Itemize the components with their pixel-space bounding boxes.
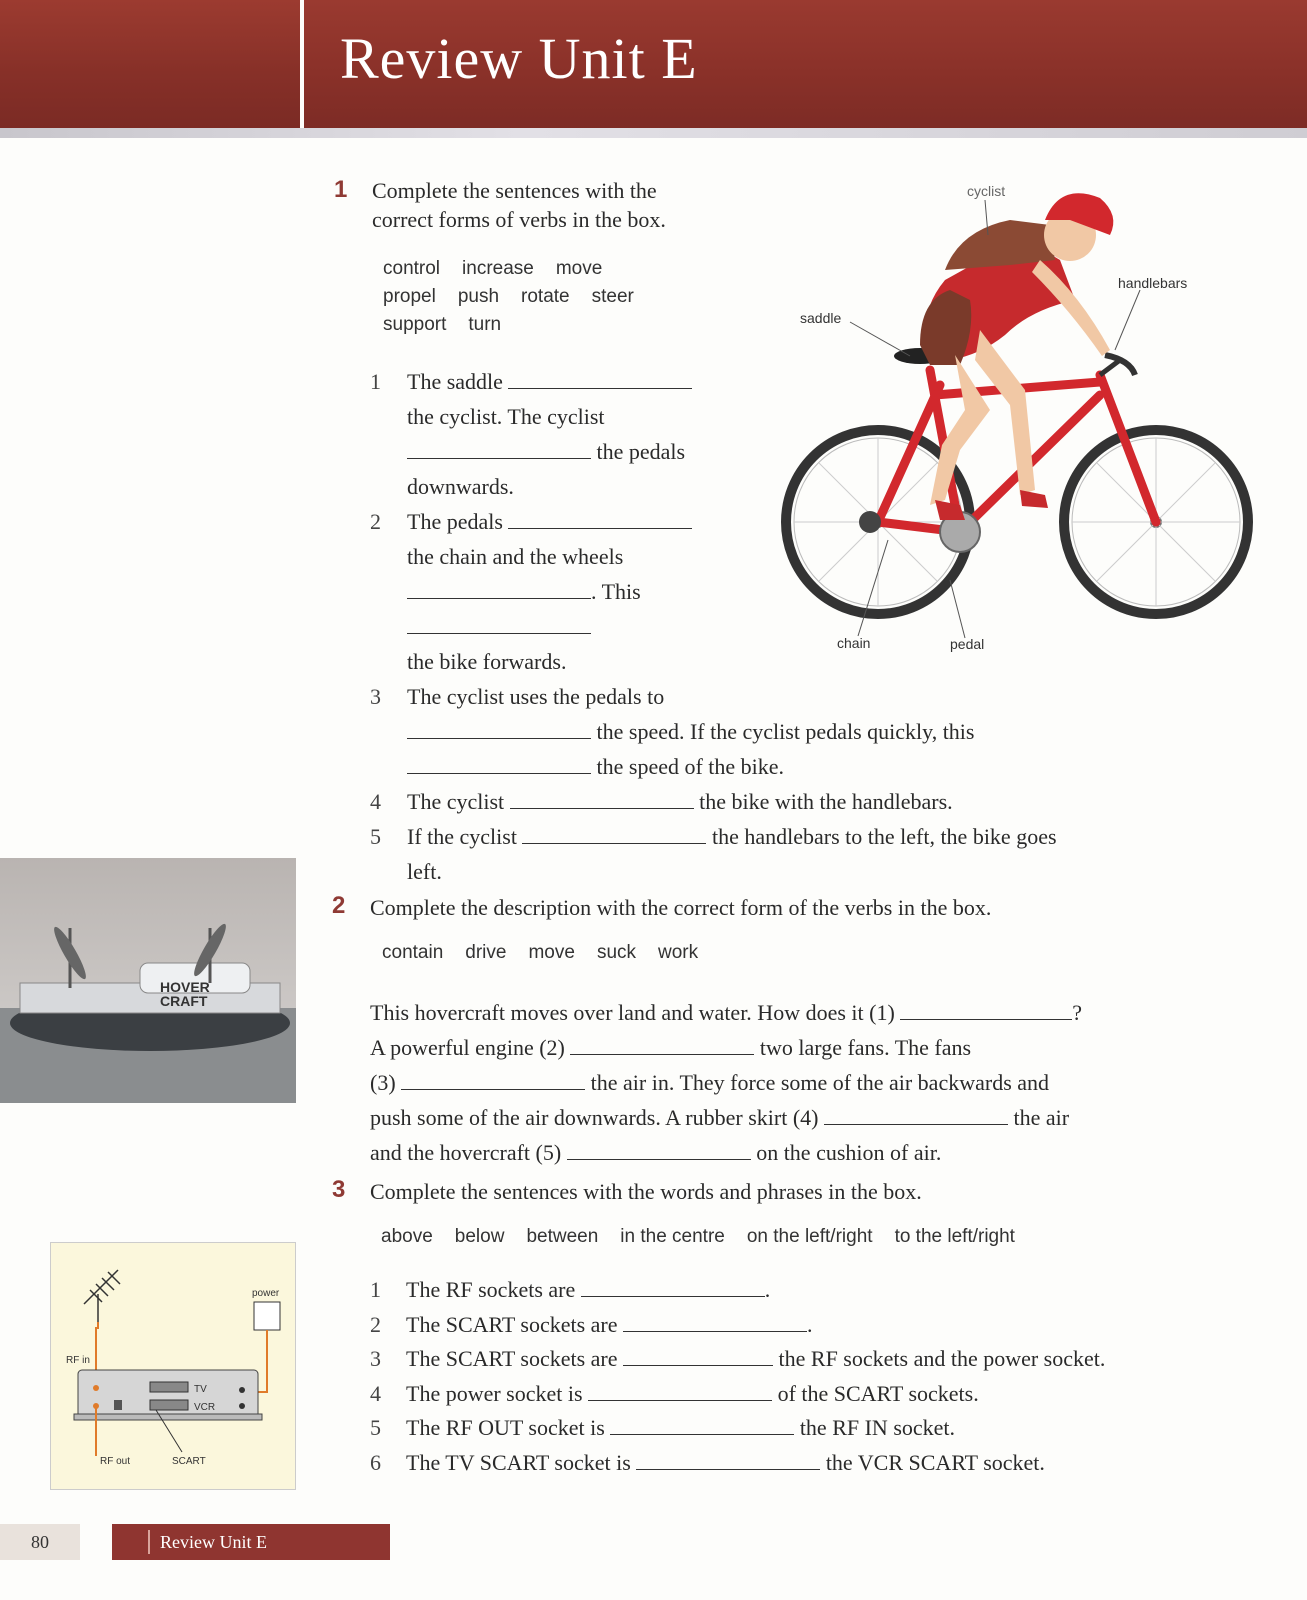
answer-blank[interactable] [508,527,692,529]
item-number: 1 [370,369,381,394]
sentence-text: The SCART sockets are [406,1346,618,1371]
diagram-label-scart: SCART [172,1456,206,1467]
sentence-text: The TV SCART socket is [406,1449,631,1475]
exercise-3-items [370,1272,1230,1479]
label-saddle: saddle [800,310,842,326]
sentence-text: the bike with the handlebars. [699,789,953,814]
diagram-label-rf-in: RF in [66,1355,90,1366]
sentence-text: The SCART sockets are [406,1311,618,1337]
sentence-text: the chain and the wheels [407,544,624,569]
word-box-item: below [454,1226,505,1247]
instruction-line: correct forms of verbs in the box. [372,207,666,232]
answer-blank[interactable] [623,1330,807,1332]
answer-blank[interactable] [623,1364,773,1366]
word-box-item: contain [382,942,444,963]
word-box-item: control [383,258,441,279]
paragraph-text: two large fans. The fans [759,1035,972,1060]
hovercraft-text-1: HOVER [160,979,210,995]
answer-blank[interactable] [508,387,692,389]
header-band-left [0,0,300,132]
word-box-item: above [381,1226,433,1247]
exercise-3-number: 3 [332,1176,346,1203]
rear-sprocket [859,511,881,533]
answer-blank[interactable] [407,772,591,774]
sentence-text: the bike forwards. [407,649,567,674]
word-box-item: push [457,286,500,307]
sentence-text: of the SCART sockets. [777,1380,979,1406]
item-number: 2 [370,1311,381,1337]
word-box-item: propel [383,286,436,307]
answer-blank[interactable] [510,807,694,809]
diagram-label-tv: TV [194,1384,207,1395]
sentence-text: the speed of the bike. [596,754,785,779]
answer-blank[interactable] [407,632,591,634]
paragraph-text: (3) [370,1070,396,1095]
exercise-1-instruction [372,176,752,234]
sentence-text: The power socket is [406,1380,583,1406]
hovercraft-text-2: CRAFT [160,993,208,1009]
answer-blank[interactable] [900,1018,1072,1020]
sentence-text: the RF IN socket. [799,1415,956,1440]
sentence-text: The RF sockets are [406,1277,576,1302]
exercise-2-word-box [382,942,720,964]
word-box-item: increase [462,258,534,279]
paragraph-text: ? [1072,1000,1083,1025]
answer-blank[interactable] [824,1123,1008,1125]
exercise-1-number: 1 [334,176,348,203]
word-box-item: drive [465,942,507,963]
sentence-text: The RF OUT socket is [406,1415,605,1440]
answer-blank[interactable] [610,1433,794,1435]
paragraph-text: push some of the air downwards. A rubber skirt (4) [370,1105,819,1130]
footer-title-bar [112,1524,390,1560]
paragraph-text: on the cushion of air. [756,1140,942,1165]
answer-blank[interactable] [407,597,591,599]
sentence-text: The cyclist [407,789,505,814]
word-box-item: on the left/right [746,1226,873,1247]
item-number: 2 [370,509,381,534]
stem [1100,360,1120,375]
page-number: 80 [0,1524,80,1560]
instruction-line: Complete the sentences with the [372,178,657,203]
item-number: 5 [370,824,381,849]
sentence-text: The cyclist uses the pedals to [407,684,665,709]
item-number: 4 [370,789,381,814]
sentence-text: . [807,1311,813,1337]
paragraph-text: the air in. They force some of the air backwards and [590,1070,1050,1095]
header-strip [0,128,1307,138]
exercise-3-instruction: Complete the sentences with the words and phrases in the box. [370,1179,922,1204]
paragraph-text: the air [1013,1105,1070,1130]
answer-blank[interactable] [570,1053,754,1055]
answer-blank[interactable] [636,1468,820,1470]
exercise-2-paragraph [370,995,1190,1170]
word-box-item: to the left/right [894,1226,1015,1247]
item-number: 1 [370,1277,381,1302]
sentence-text: . [764,1277,771,1302]
exercise-2-instruction: Complete the description with the correct form of the verbs in the box. [370,895,992,920]
power-socket-icon [254,1302,280,1330]
word-box-item: support [383,314,447,335]
answer-blank[interactable] [581,1295,765,1297]
answer-blank[interactable] [407,457,591,459]
footer-title: Review Unit E [160,1532,267,1552]
exercise-3-word-box [381,1226,1037,1248]
item-number: 4 [370,1380,381,1406]
paragraph-text: A powerful engine (2) [370,1035,565,1060]
answer-blank[interactable] [522,842,706,844]
page-title: Review Unit E [340,26,698,91]
sentence-text: left. [407,859,442,884]
vcr-sockets-diagram [50,1242,296,1490]
label-handlebars: handlebars [1118,275,1188,291]
exercise-2-number: 2 [332,892,346,919]
answer-blank[interactable] [588,1399,772,1401]
item-number: 3 [370,1346,381,1371]
diagram-label-rf-out: RF out [100,1456,131,1467]
sentence-text: . This [591,579,641,604]
diagram-label-vcr: VCR [194,1402,216,1413]
item-number: 6 [370,1449,381,1475]
exercise-1-word-box [383,255,683,339]
sentence-text: The saddle [407,369,503,394]
word-box-item: rotate [521,286,570,307]
bicycle-illustration [770,160,1270,660]
sentence-text: The pedals [407,509,503,534]
hovercraft-photo [0,858,296,1103]
sentence-text: the RF sockets and the power socket. [778,1346,1106,1371]
word-box-item: suck [596,942,637,963]
item-number: 3 [370,684,381,709]
diagram-label-power: power [252,1288,280,1299]
sentence-text: downwards. [407,474,514,499]
label-pedal: pedal [950,636,985,652]
word-box-item: in the centre [620,1226,725,1247]
answer-blank[interactable] [567,1158,751,1160]
word-box-item: move [528,942,575,963]
sentence-text: the handlebars to the left, the bike goes [711,824,1057,849]
word-box-item: steer [591,286,634,307]
word-box-item: between [526,1226,599,1247]
word-box-item: work [658,942,699,963]
footer-separator [148,1530,150,1554]
sentence-text: If the cyclist [407,824,517,849]
word-box-item: move [555,258,603,279]
label-chain: chain [837,635,871,651]
sentence-text: the pedals [596,439,686,464]
sentence-text: the cyclist. The cyclist [407,404,605,429]
answer-blank[interactable] [407,737,591,739]
item-number: 5 [370,1415,381,1440]
label-cyclist: cyclist [967,183,1006,199]
paragraph-text: This hovercraft moves over land and water. How does it (1) [370,1000,895,1025]
sentence-text: the speed. If the cyclist pedals quickly, this [596,719,975,744]
sentence-text: the VCR SCART socket. [825,1449,1045,1475]
paragraph-text: and the hovercraft (5) [370,1140,562,1165]
answer-blank[interactable] [401,1088,585,1090]
word-box-item: turn [468,314,502,335]
